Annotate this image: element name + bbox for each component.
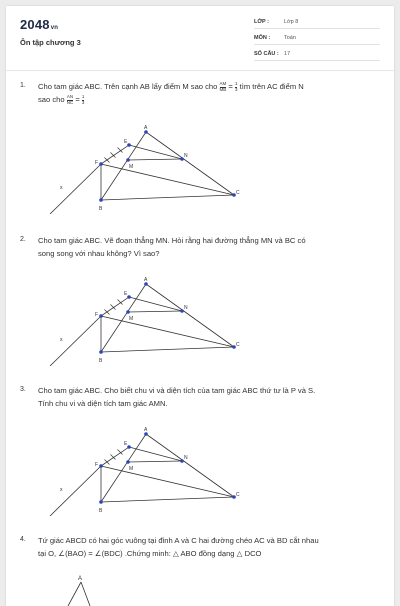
point-f (99, 314, 103, 318)
label-n: N (184, 153, 188, 159)
point-b (99, 350, 103, 354)
question-3-text: Cho tam giác ABC. Cho biết chu vi và diện tích của tam giác ABC thứ tư là P và S. Tính chu vi và diện tích tam giác AMN. (38, 386, 316, 408)
triangle-figure-1 (40, 122, 250, 214)
segment-mn (128, 311, 182, 312)
label-e: E (124, 441, 128, 447)
label-n: N (184, 455, 188, 461)
label-n: N (184, 305, 188, 311)
label-e: E (124, 291, 128, 297)
point-e (127, 445, 131, 449)
point-m (126, 310, 130, 314)
segment-fc (101, 316, 234, 347)
label-a: A (144, 125, 148, 131)
brand-logo: 2048vn (20, 17, 59, 32)
point-m (126, 158, 130, 162)
ray-fx (50, 466, 101, 516)
label-b: B (99, 508, 103, 514)
segment-bc (101, 195, 234, 200)
header-divider (6, 70, 394, 71)
point-m (126, 460, 130, 464)
segment-fc (101, 466, 234, 497)
label-f: F (95, 312, 99, 318)
question-2-text: Cho tam giác ABC. Vẽ đoạn thẳng MN. Hỏi rằng hai đường thẳng MN và BC có song song với nhau không? Vì sao? (38, 236, 306, 258)
meta-subject: MÔN : Toán (254, 32, 380, 45)
label-c: C (236, 190, 240, 196)
segment-ac (146, 434, 234, 497)
segment-bc (101, 347, 234, 352)
segment-ef (101, 297, 129, 316)
point-e (127, 143, 131, 147)
question-3-number: 3. (20, 386, 26, 393)
segment-fc (101, 164, 234, 195)
label-b: B (99, 206, 103, 212)
figure-4-label-a: A (78, 576, 83, 582)
triangle-figure-3 (40, 424, 250, 516)
label-f: F (95, 160, 99, 166)
triangle-figure-2 (40, 274, 250, 366)
label-x: x (60, 487, 63, 493)
fraction-one-third: $\frac{1}{3}$ (234, 81, 238, 92)
figure-4-edges (68, 582, 90, 606)
tick-mark (105, 310, 110, 315)
segment-ef (101, 447, 129, 466)
question-2-number: 2. (20, 236, 26, 243)
segment-bc (101, 497, 234, 502)
point-b (99, 500, 103, 504)
worksheet-title: Ôn tập chương 3 (20, 38, 81, 47)
point-b (99, 198, 103, 202)
question-4-number: 4. (20, 536, 26, 543)
quadrilateral-figure-4 (46, 572, 126, 606)
segment-ac (146, 284, 234, 347)
point-e (127, 295, 131, 299)
tick-mark (105, 460, 110, 465)
question-4-text: Tứ giác ABCD có hai góc vuông tại đỉnh A và C hai đường chéo AC và BD cắt nhau tại O, ∠(BAO) = ∠(BDC) .Chứng minh: △ ABO đồng dạng △ DCO (38, 536, 319, 558)
segment-mn (128, 159, 182, 160)
label-m: M (129, 164, 134, 170)
label-m: M (129, 316, 134, 322)
label-x: x (60, 185, 63, 191)
label-c: C (236, 342, 240, 348)
label-a: A (144, 427, 148, 433)
ray-fx (50, 164, 101, 214)
label-f: F (95, 462, 99, 468)
worksheet-header (6, 6, 394, 64)
segment-ef (101, 145, 129, 164)
segment-ac (146, 132, 234, 195)
meta-class: LỚP : Lớp 8 (254, 16, 380, 29)
label-b: B (99, 358, 103, 364)
question-1-number: 1. (20, 82, 26, 89)
fraction-one-third-2: $\frac{1}{3}$ (81, 94, 85, 105)
fraction-an-nc: $\frac{AN}{NC}$ (66, 94, 74, 105)
point-f (99, 162, 103, 166)
meta-question-count: SỐ CÂU : 17 (254, 48, 380, 61)
label-x: x (60, 337, 63, 343)
label-a: A (144, 277, 148, 283)
segment-mn (128, 461, 182, 462)
worksheet-page (6, 6, 394, 606)
fraction-am-mb: $\frac{AM}{MB}$ (219, 81, 227, 92)
question-1-text: Cho tam giác ABC. Trên cạnh AB lấy điểm M sao cho $\frac{AM}{MB}$ = $\frac{1}{3}$ tìm trên AC điểm N sao cho $\frac{AN}{NC}$ = $\frac{1}{3}$ (38, 81, 304, 105)
tick-mark (105, 158, 110, 163)
label-e: E (124, 139, 128, 145)
label-m: M (129, 466, 134, 472)
ray-fx (50, 316, 101, 366)
label-c: C (236, 492, 240, 498)
point-f (99, 464, 103, 468)
